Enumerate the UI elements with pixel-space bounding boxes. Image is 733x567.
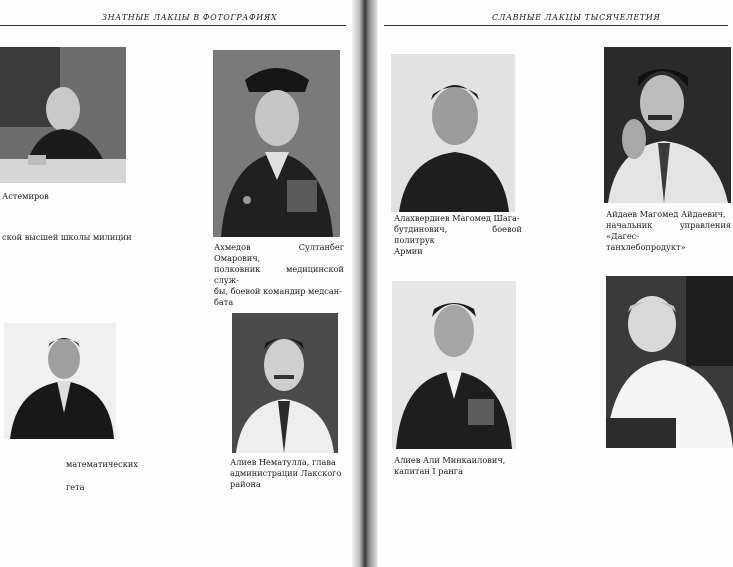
caption-line: района (230, 479, 261, 489)
caption-line: полковник медицинской служ- (214, 264, 344, 285)
caption-akhmedov (214, 242, 344, 308)
portrait-photo-aliev-nematulla (232, 313, 338, 453)
caption-militia-school (2, 232, 152, 243)
portrait-photo-aliev-ali (392, 281, 516, 449)
caption-aliev-ali (394, 455, 522, 477)
portrait-photo-right-bottom (606, 276, 733, 448)
caption-aliev-nematulla (230, 457, 342, 490)
caption-line: гета (66, 482, 85, 492)
portrait-photo-astemirov (0, 47, 126, 183)
portrait-photo-aidaev (604, 47, 731, 203)
portrait-photo-akhmedov (213, 50, 340, 237)
left-header-rule (0, 25, 346, 26)
caption-line: ской высшей школы милиции (2, 232, 132, 242)
caption-line: математических (66, 459, 138, 469)
caption-astemirov (2, 191, 122, 202)
right-running-header: СЛАВНЫЕ ЛАКЦЫ ТЫСЯЧЕЛЕТИЯ (492, 13, 661, 22)
caption-line: Айдаев Магомед Айдаевич, (606, 209, 726, 219)
caption-line: бутдинович, боевой политрук (394, 224, 522, 245)
caption-line: администрации Лакского (230, 468, 342, 478)
caption-line: танхлебопродукт» (606, 242, 686, 252)
caption-alakhverdiev (394, 213, 522, 257)
caption-line: Армии (394, 246, 423, 256)
caption-line: начальник управления «Дагес- (606, 220, 731, 241)
right-header-rule (384, 25, 728, 26)
caption-line: бата (214, 297, 234, 307)
caption-line: Астемиров (2, 191, 49, 201)
caption-aidaev (606, 209, 731, 253)
caption-line: Ахмедов Султанбег Омарович, (214, 242, 344, 263)
caption-line: Алахвердиев Магомед Шага- (394, 213, 520, 223)
caption-line: Алиев Али Минкаилович, (394, 455, 506, 465)
caption-line: Алиев Нематулла, глава (230, 457, 336, 467)
portrait-photo-left-bottom (4, 323, 116, 439)
caption-university-fragment (66, 482, 146, 493)
portrait-photo-alakhverdiev (391, 54, 515, 212)
caption-line: бы, боевой командир медсан- (214, 286, 342, 296)
left-running-header: ЗНАТНЫЕ ЛАКЦЫ В ФОТОГРАФИЯХ (102, 13, 278, 22)
caption-line: капитан I ранга (394, 466, 463, 476)
book-gutter (352, 0, 378, 567)
caption-mathematical (66, 459, 186, 470)
